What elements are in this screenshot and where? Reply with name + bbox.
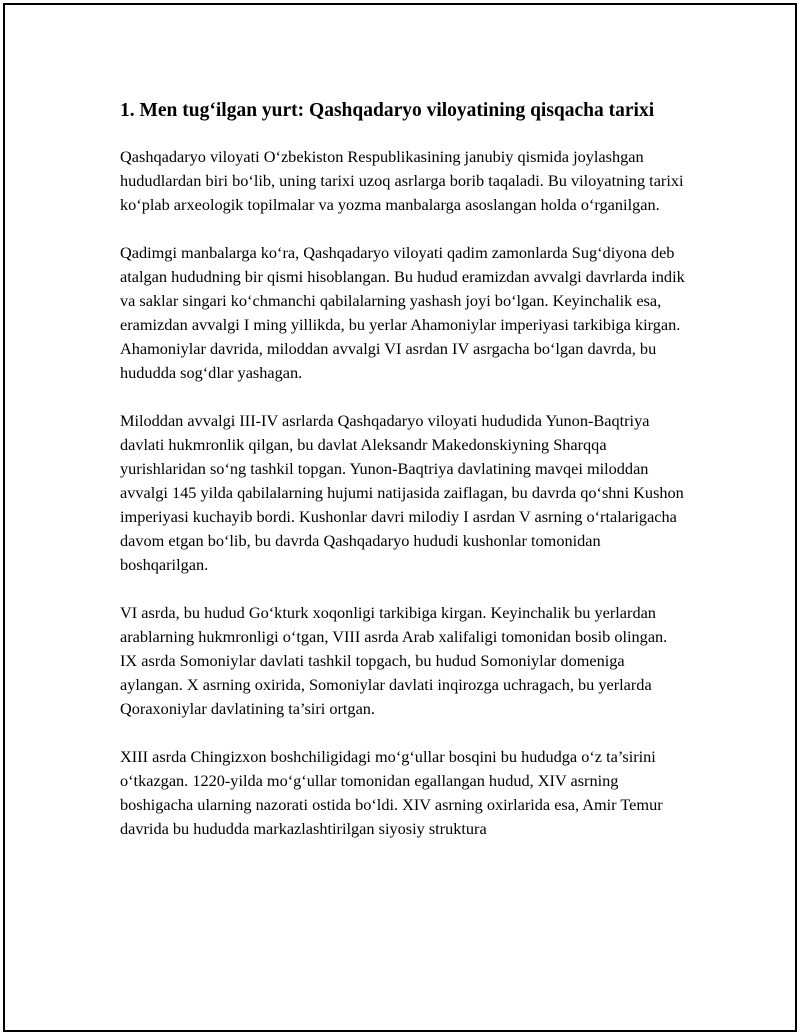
paragraph-medieval: VI asrda, bu hudud Go‘kturk xoqonligi tarkibiga kirgan. Keyinchalik bu yerlardan arablarning hukmronligi o‘tgan, VIII asrda Arab xalifaligi tomonidan bosib olingan. IX asrda Somoniylar davlati tashkil topgach, bu hudud Somoniylar domeniga aylangan. X asrning oxirida, Somoniylar davlati inqirozga uchragach, bu yerlarda Qoraxoniylar davlatining ta’siri ortgan.: [120, 603, 668, 718]
paragraph-greco-bactria: Miloddan avvalgi III-IV asrlarda Qashqadaryo viloyati hududida Yunon-Baqtriya davlati hukmronlik qilgan, bu davlat Aleksandr Makedonskiyning Sharqqa yurishlaridan so‘ng tashkil topgan. Yunon-Baqtriya davlatining mavqei miloddan avvalgi 145 yilda qabilalarning hujumi natijasida zaiflagan, bu davrda qo‘shni Kushon imperiyasi kuchayib bordi. Kushonlar davri milodiy I asrdan V asrning o‘rtalarigacha davom etgan bo‘lib, bu davrda Qashqadaryo hududi kushonlar tomonidan boshqarilgan.: [120, 411, 684, 574]
document-body: [120, 97, 685, 865]
document-page: [3, 3, 797, 1032]
paragraph-ancient-sources: Qadimgi manbalarga ko‘ra, Qashqadaryo viloyati qadim zamonlarda Sug‘diyona deb atalgan hududning bir qismi hisoblangan. Bu hudud eramizdan avvalgi davrlarda indik va saklar singari ko‘chmanchi qabilalarning yashash joyi bo‘lgan. Keyinchalik esa, eramizdan avvalgi I ming yillikda, bu yerlar Ahamoniylar imperiyasi tarkibiga kirgan. Ahamoniylar davrida, miloddan avvalgi VI asrdan IV asrgacha bo‘lgan davrda, bu hududda sog‘dlar yashagan.: [120, 243, 685, 382]
paragraph-intro: Qashqadaryo viloyati O‘zbekiston Respublikasining janubiy qismida joylashgan hududlardan biri bo‘lib, uning tarixi uzoq asrlarga borib taqaladi. Bu viloyatning tarixi ko‘plab arxeologik topilmalar va yozma manbalarga asoslangan holda o‘rganilgan.: [120, 147, 684, 214]
paragraph-mongol-period: XIII asrda Chingizxon boshchiligidagi mo‘g‘ullar bosqini bu hududga o‘z ta’sirini o‘tkazgan. 1220-yilda mo‘g‘ullar tomonidan egallangan hudud, XIV asrning boshigacha ularning nazorati ostida bo‘ldi. XIV asrning oxirlarida esa, Amir Temur davrida bu hududda markazlashtirilgan siyosiy struktura: [120, 747, 663, 838]
section-title: 1. Men tug‘ilgan yurt: Qashqadaryo viloyatining qisqacha tarixi: [120, 100, 655, 121]
